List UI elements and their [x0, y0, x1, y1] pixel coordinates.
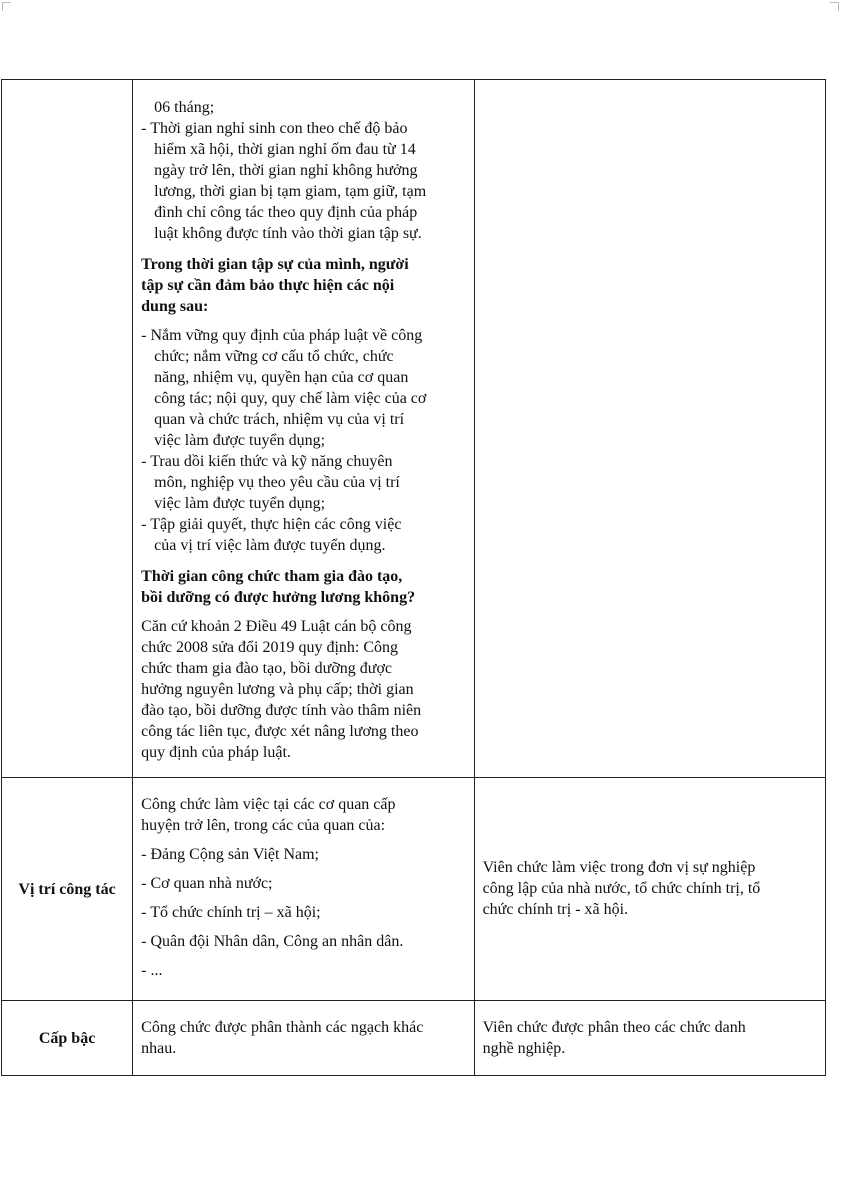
vien-chuc-cell-empty — [474, 80, 825, 778]
section-heading-duties: Trong thời gian tập sự của mình, người tập sự cần đảm bảo thực hiện các nội dung sau: — [141, 256, 409, 315]
cong-chuc-rank-cell: Công chức được phân thành các ngạch khác nhau. — [133, 1001, 474, 1076]
list-item: - Thời gian nghỉ sinh con theo chế độ bảo hiểm xã hội, thời gian nghỉ ốm đau từ 14 ngày trở lên, thời gian nghỉ không hưởng lương, thời gian bị tạm giam, tạm giữ, tạm đình chỉ công tác theo quy định của pháp luật không được tính vào thời gian tập sự. — [141, 120, 427, 242]
list-item: - Tổ chức chính trị – xã hội; — [141, 904, 321, 921]
row-label-cell-empty — [2, 80, 133, 778]
list-item: - Cơ quan nhà nước; — [141, 875, 273, 892]
row-label-rank: Cấp bậc — [2, 1001, 133, 1076]
list-item: - Quân đội Nhân dân, Công an nhân dân. — [141, 933, 404, 950]
list-item: - ... — [141, 962, 163, 979]
comparison-table — [1, 79, 826, 1076]
page-corner-mark-right — [830, 2, 839, 11]
cong-chuc-position-cell: Công chức làm việc tại các cơ quan cấp huyện trở lên, trong các của quan của: - Đảng Cộng sản Việt Nam; - Cơ quan nhà nước; - Tổ chức chính trị – xã hội; - Quân đội Nhân dân, Công an nhân dân. - ... — [133, 778, 474, 1001]
vien-chuc-rank-cell: Viên chức được phân theo các chức danh nghề nghiệp. — [474, 1001, 825, 1076]
list-item: - Trau dồi kiến thức và kỹ năng chuyên môn, nghiệp vụ theo yêu cầu của vị trí việc làm được tuyển dụng; — [141, 453, 400, 512]
vien-chuc-position-cell: Viên chức làm việc trong đơn vị sự nghiệp công lập của nhà nước, tổ chức chính trị, tổ chức chính trị - xã hội. — [474, 778, 825, 1001]
continuation-line: 06 tháng; — [154, 99, 215, 116]
section-heading-training-salary: Thời gian công chức tham gia đào tạo, bồi dưỡng có được hưởng lương không? — [141, 568, 416, 606]
table-row-rank — [2, 1001, 826, 1076]
page-corner-mark-left — [2, 2, 11, 11]
list-item: - Tập giải quyết, thực hiện các công việc của vị trí việc làm được tuyển dụng. — [141, 516, 402, 554]
row-label-position: Vị trí công tác — [2, 778, 133, 1001]
cong-chuc-cell — [133, 80, 474, 778]
table-row-probation — [2, 80, 826, 778]
table-row-position — [2, 778, 826, 1001]
list-item: - Nắm vững quy định của pháp luật về công chức; nắm vững cơ cấu tổ chức, chức năng, nhiệm vụ, quyền hạn của cơ quan công tác; nội quy, quy chế làm việc của cơ quan và chức trách, nhiệm vụ của vị trí việc làm được tuyển dụng; — [141, 327, 427, 449]
list-item: - Đảng Cộng sản Việt Nam; — [141, 846, 319, 863]
legal-basis-paragraph: Căn cứ khoản 2 Điều 49 Luật cán bộ công chức 2008 sửa đổi 2019 quy định: Công chức tham gia đào tạo, bồi dưỡng được hưởng nguyên lương và phụ cấp; thời gian đào tạo, bồi dưỡng được tính vào thâm niên công tác liên tục, được xét nâng lương theo quy định của pháp luật. — [141, 618, 422, 761]
